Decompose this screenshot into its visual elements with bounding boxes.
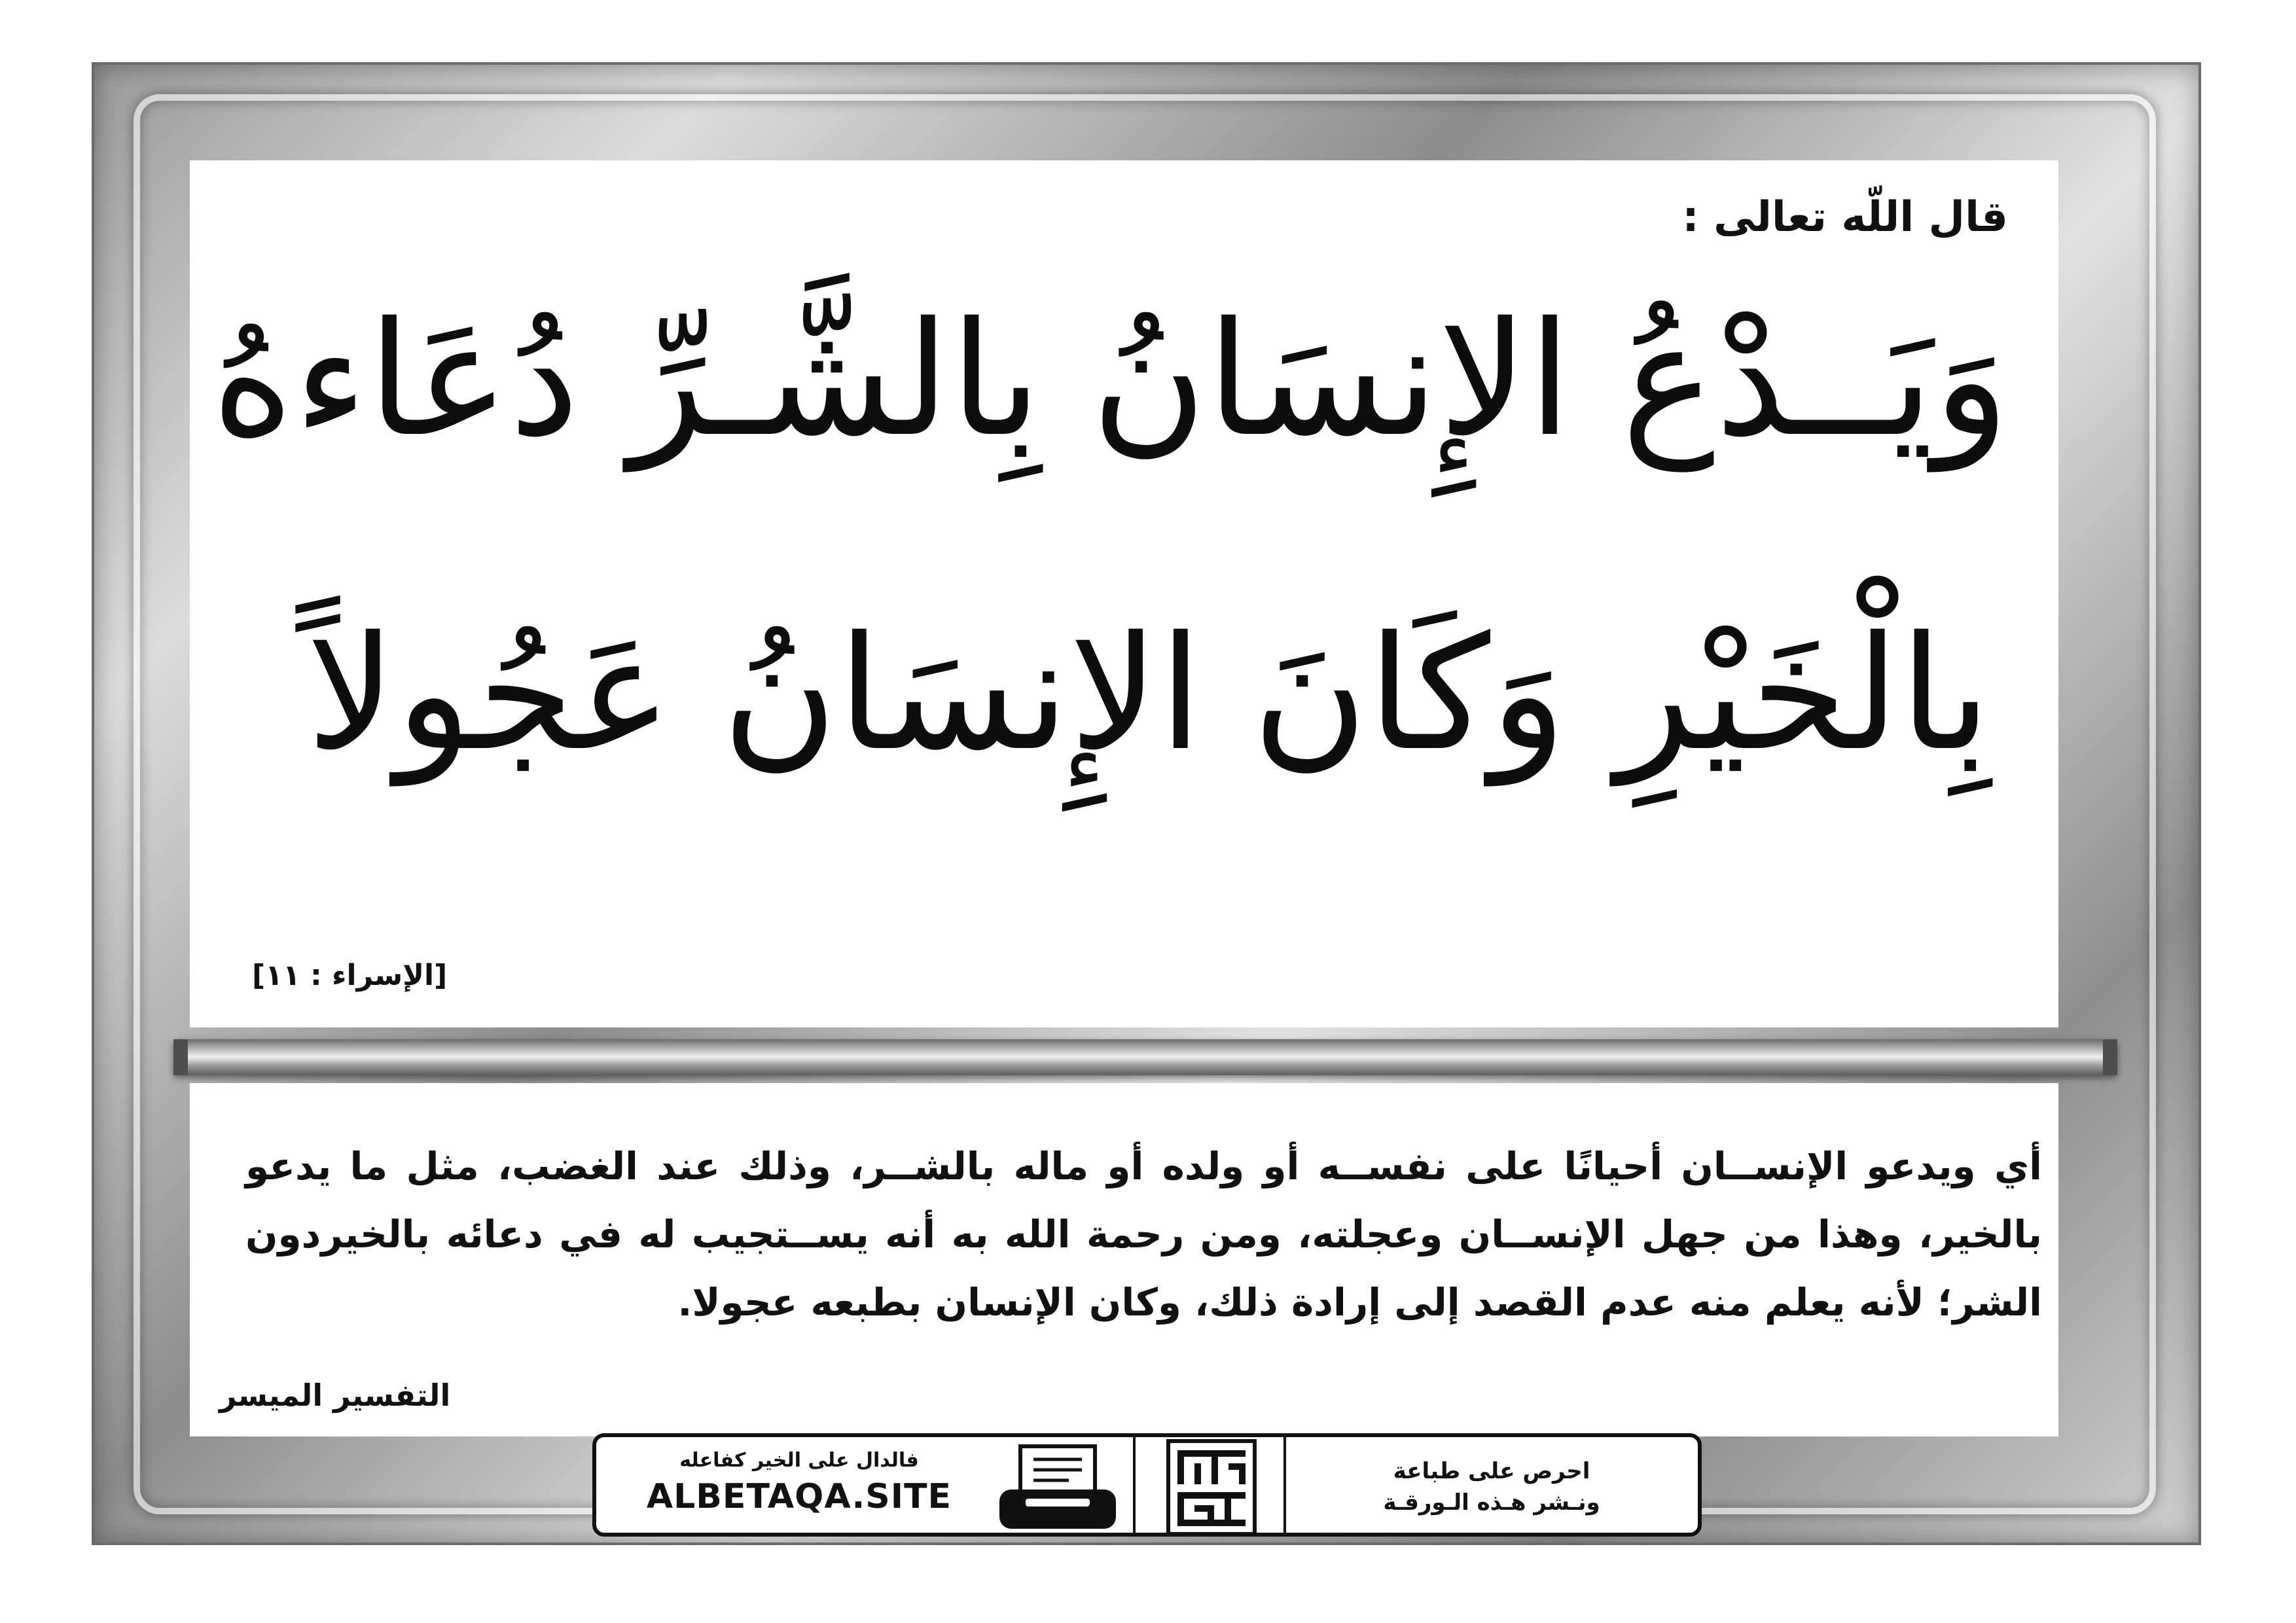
- divider-cap-left: [173, 1039, 188, 1075]
- verse-reference: [الإسراء : ١١]: [252, 959, 448, 992]
- printer-icon: [996, 1444, 1120, 1532]
- footer-site-block: [622, 1449, 976, 1516]
- footer-cta-line-1: احرص على طباعة: [1393, 1458, 1590, 1484]
- logo-icon: [1166, 1438, 1257, 1537]
- footer-cta-line-2: ونـشر هـذه الـورقـة: [1383, 1489, 1600, 1516]
- divider-cap-right: [2103, 1039, 2117, 1075]
- verse-line-2: بِالْخَيْرِ وَكَانَ الإِنسَانُ عَجُولاً: [306, 602, 1992, 785]
- tafsir-text: أي ويدعو الإنســان أحيانًا على نفســه أو ولده أو ماله بالشــر، وذلك عند الغضب، مثل ما يدعو بالخير، وهذا من جهل الإنســان وعجلته، ومن رحمة الله به أنه يســتجيب له في دعائه بالخيردون الشر؛ لأنه يعلم منه عدم القصد إلى إرادة ذلك، وكان الإنسان بطبعه عجولا.: [245, 1144, 2042, 1325]
- footer-slogan: فالدال على الخير كفاعله: [679, 1449, 919, 1472]
- footer-divider-1: [1133, 1437, 1136, 1533]
- footer-divider-2: [1283, 1437, 1286, 1533]
- footer-banner: [592, 1433, 1702, 1537]
- tafsir-source: التفسير الميسر: [219, 1378, 451, 1413]
- verse-intro: قال اللّه تعالى :: [1682, 193, 2008, 241]
- panel-divider: [173, 1039, 2117, 1075]
- verse-line-1: وَيَــدْعُ الإِنسَانُ بِالشَّـرِّ دُعَاءهُ: [211, 288, 2009, 471]
- footer-cta: [1341, 1455, 1642, 1518]
- footer-site-link[interactable]: ALBETAQA.SITE: [646, 1477, 952, 1516]
